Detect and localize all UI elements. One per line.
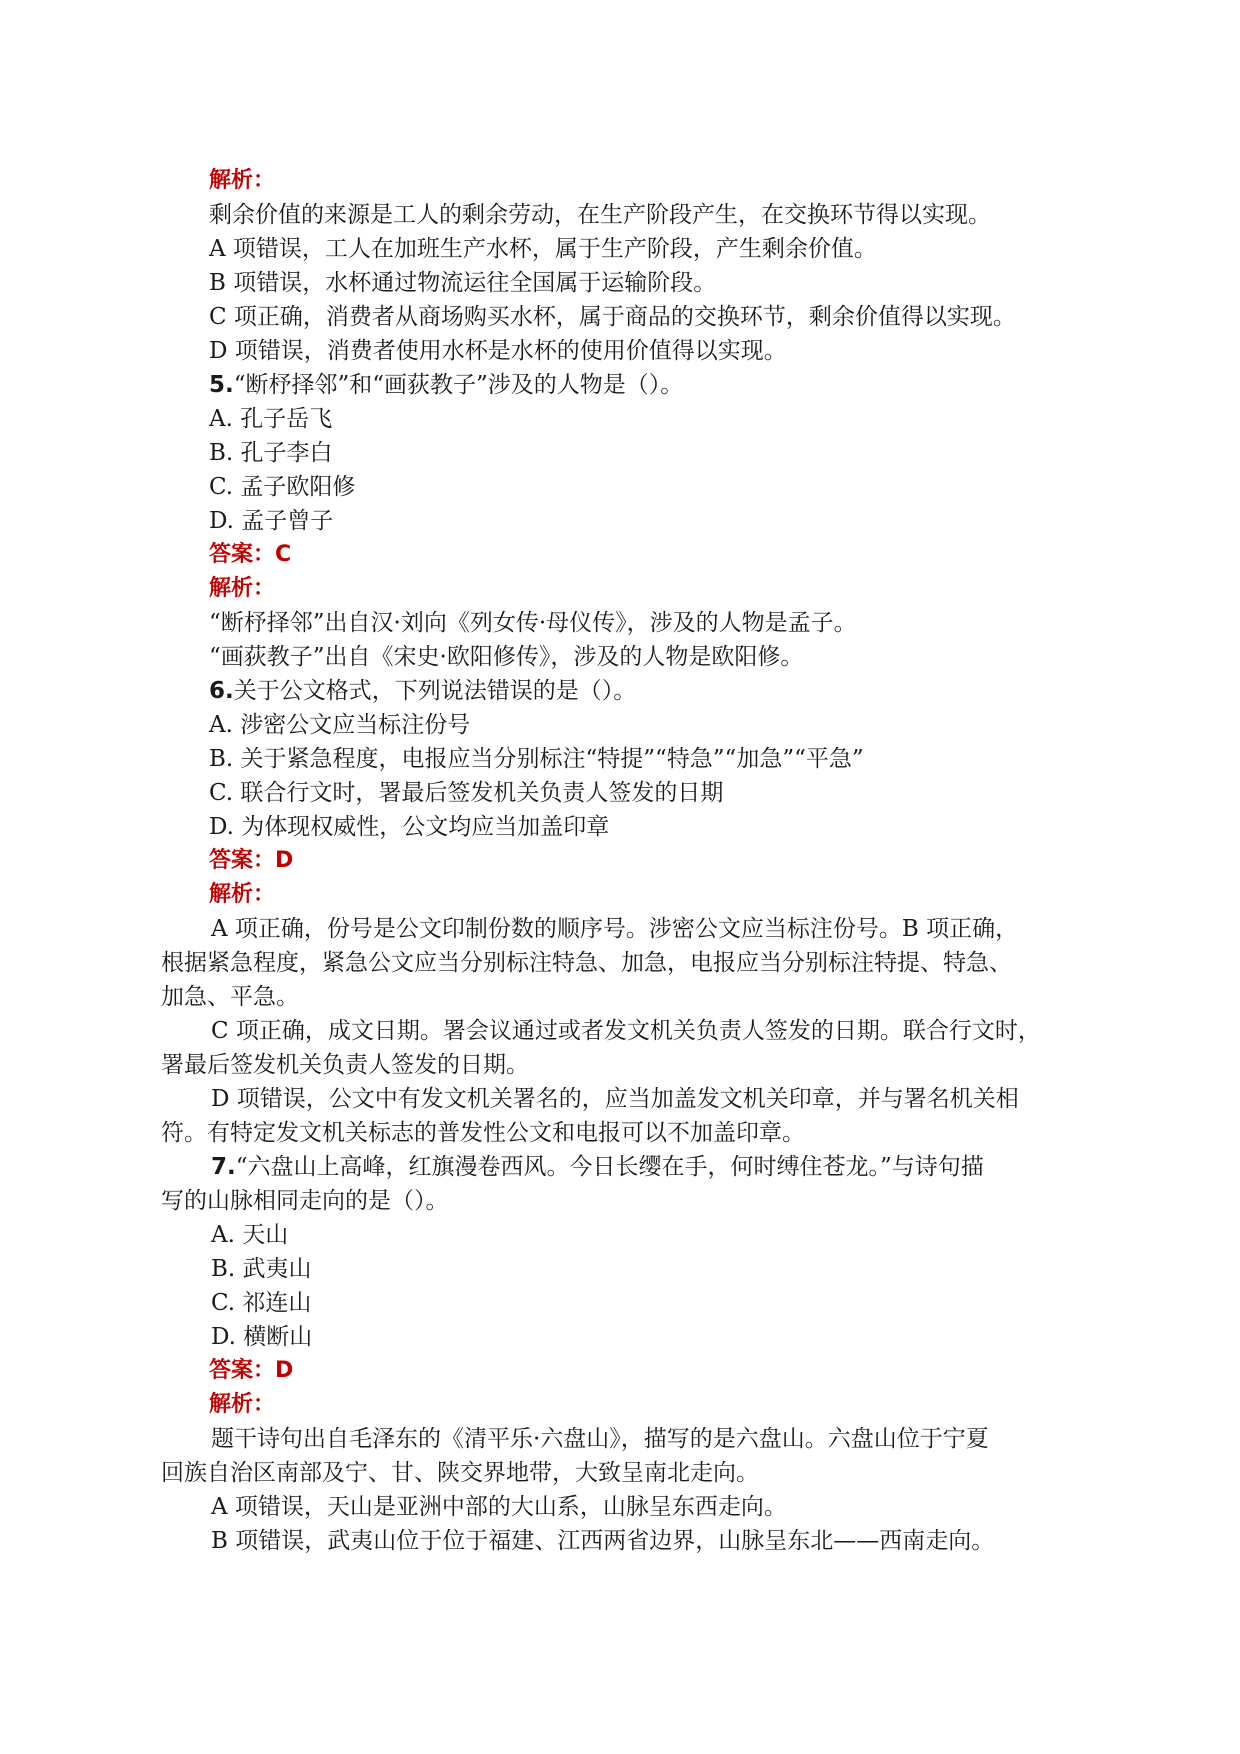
analysis-line: A 项错误，工人在加班生产水杯，属于生产阶段，产生剩余价值。 <box>209 236 877 262</box>
analysis-label: 解析： <box>209 576 276 601</box>
question-5 <box>161 368 1101 402</box>
analysis-line: D 项错误，消费者使用水杯是水杯的使用价值得以实现。 <box>209 338 787 364</box>
option-c: C. 联合行文时，署最后签发机关负责人签发的日期 <box>209 780 724 806</box>
option-a: A. 孔子岳飞 <box>209 406 333 432</box>
question-7 <box>161 1150 1101 1184</box>
analysis-line: “画荻教子”出自《宋史·欧阳修传》，涉及的人物是欧阳修。 <box>209 644 804 670</box>
option-d: D. 横断山 <box>211 1324 313 1350</box>
question-stem: “断杼择邻”和“画荻教子”涉及的人物是（）。 <box>233 372 684 398</box>
answer-label: 答案：C <box>209 542 292 567</box>
option-c: C. 孟子欧阳修 <box>209 474 356 500</box>
question-number: 7. <box>211 1154 236 1180</box>
option-c: C. 祁连山 <box>211 1290 312 1316</box>
option-a: A. 涉密公文应当标注份号 <box>209 712 471 738</box>
analysis-label: 解析： <box>209 168 276 193</box>
answer-label: 答案：D <box>209 848 294 873</box>
analysis-line: A 项正确，份号是公文印制份数的顺序号。涉密公文应当标注份号。B 项正确， <box>211 916 1019 942</box>
analysis-line: 回族自治区南部及宁、甘、陕交界地带，大致呈南北走向。 <box>161 1460 759 1486</box>
option-d: D. 为体现权威性，公文均应当加盖印章 <box>209 814 610 840</box>
analysis-label: 解析： <box>209 882 276 907</box>
analysis-line: D 项错误，公文中有发文机关署名的，应当加盖发文机关印章，并与署名机关相 <box>211 1086 1019 1112</box>
question-number: 5. <box>209 372 234 398</box>
question-stem: 关于公文格式，下列说法错误的是（）。 <box>233 678 637 704</box>
question-stem: “六盘山上高峰，红旗漫卷西风。今日长缨在手，何时缚住苍龙。”与诗句描 <box>235 1154 984 1180</box>
analysis-line: 署最后签发机关负责人签发的日期。 <box>161 1052 529 1078</box>
answer-label: 答案：D <box>209 1358 294 1383</box>
analysis-line: A 项错误，天山是亚洲中部的大山系，山脉呈东西走向。 <box>211 1494 787 1520</box>
analysis-label: 解析： <box>209 1392 276 1417</box>
question-number: 6. <box>209 678 234 704</box>
analysis-line: 题干诗句出自毛泽东的《清平乐·六盘山》，描写的是六盘山。六盘山位于宁夏 <box>211 1426 989 1452</box>
option-b: B. 孔子李白 <box>209 440 333 466</box>
question-stem-cont: 写的山脉相同走向的是（）。 <box>161 1188 449 1214</box>
analysis-line: 加急、平急。 <box>161 984 299 1010</box>
analysis-line: B 项错误，水杯通过物流运往全国属于运输阶段。 <box>209 270 717 296</box>
analysis-line: C 项正确，成文日期。署会议通过或者发文机关负责人签发的日期。联合行文时， <box>211 1018 1041 1044</box>
option-b: B. 武夷山 <box>211 1256 312 1282</box>
analysis-line: 根据紧急程度，紧急公文应当分别标注特急、加急，电报应当分别标注特提、特急、 <box>161 950 1012 976</box>
analysis-line: 符。有特定发文机关标志的普发性公文和电报可以不加盖印章。 <box>161 1120 805 1146</box>
analysis-line: “断杼择邻”出自汉·刘向《列女传·母仪传》，涉及的人物是孟子。 <box>209 610 857 636</box>
option-a: A. 天山 <box>211 1222 289 1248</box>
analysis-line: C 项正确，消费者从商场购买水杯，属于商品的交换环节，剩余价值得以实现。 <box>209 304 1016 330</box>
option-d: D. 孟子曾子 <box>209 508 334 534</box>
page-content <box>161 164 1101 1558</box>
analysis-line: B 项错误，武夷山位于位于福建、江西两省边界，山脉呈东北——西南走向。 <box>211 1528 995 1554</box>
question-6 <box>161 674 1101 708</box>
option-b: B. 关于紧急程度，电报应当分别标注“特提”“特急”“加急”“平急” <box>209 746 864 772</box>
analysis-line: 剩余价值的来源是工人的剩余劳动，在生产阶段产生，在交换环节得以实现。 <box>209 202 991 228</box>
